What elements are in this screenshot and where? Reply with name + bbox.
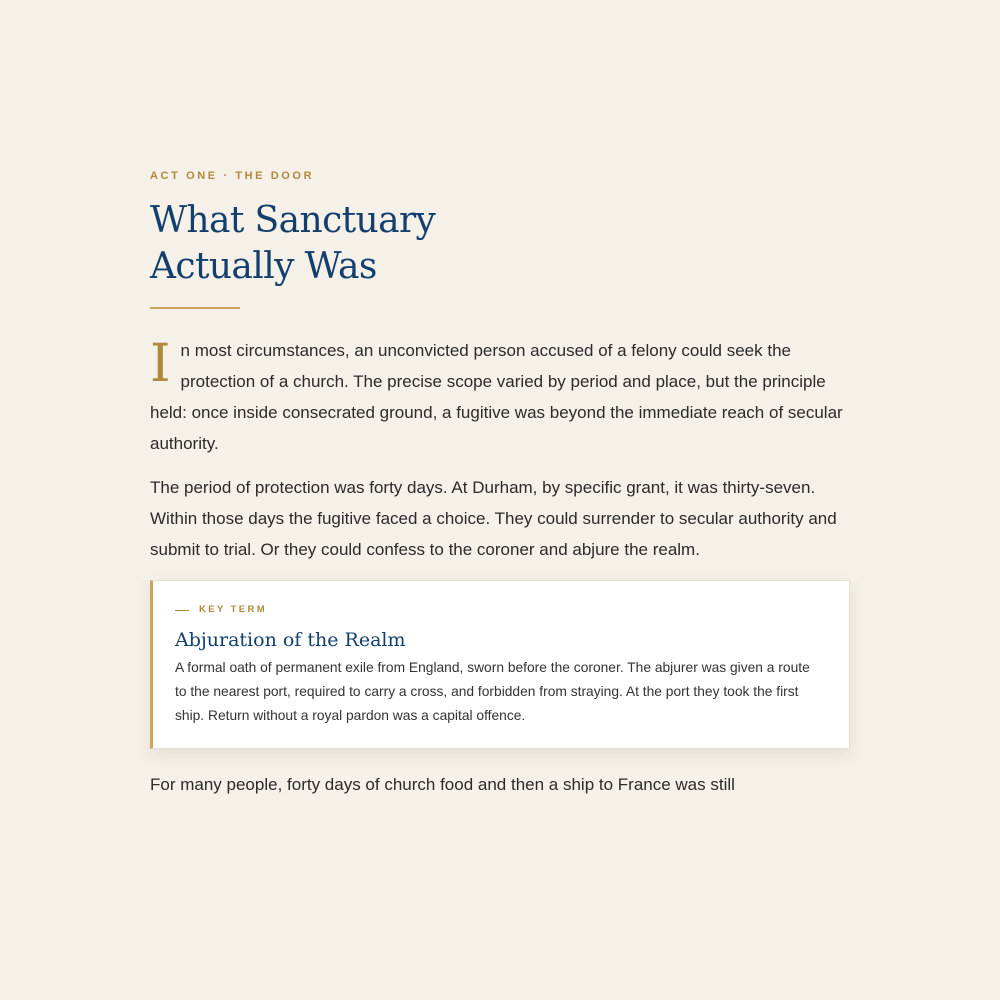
paragraph-continuation: For many people, forty days of church food and then a ship to France was still — [150, 775, 735, 794]
key-term-title: Abjuration of the Realm — [175, 629, 406, 651]
drop-cap: I — [150, 334, 171, 394]
paragraph-protection-period: The period of protection was forty days. At Durham, by specific grant, it was thirty-seven. Within those days the fugitive faced a choice. They could surrender to secular authority and submit to trial. Or they could confess to the coroner and abjure the realm. — [150, 478, 837, 559]
key-term-label — [175, 603, 825, 617]
key-term-callout — [150, 580, 850, 749]
key-term-label-text: KEY TERM — [199, 604, 268, 615]
article — [150, 168, 850, 800]
intro-paragraph-text: n most circumstances, an unconvicted person accused of a felony could seek the protection of a church. The precise scope varied by period and place, but the principle held: once inside consecrated ground, a fugitive was beyond the immediate reach of secular authority. — [150, 341, 843, 453]
intro-paragraph — [150, 335, 850, 459]
title-line-1: What Sanctuary — [150, 200, 436, 241]
title-line-2: Actually Was — [150, 246, 377, 287]
section-eyebrow: ACT ONE · THE DOOR — [150, 170, 315, 182]
page-title — [150, 198, 850, 290]
key-term-definition: A formal oath of permanent exile from England, sworn before the coroner. The abjurer was given a route to the nearest port, required to carry a cross, and forbidden from straying. At the port they took the first ship. Return without a royal pardon was a capital offence. — [175, 660, 810, 723]
title-divider — [150, 307, 240, 309]
dash-icon — [175, 610, 189, 611]
